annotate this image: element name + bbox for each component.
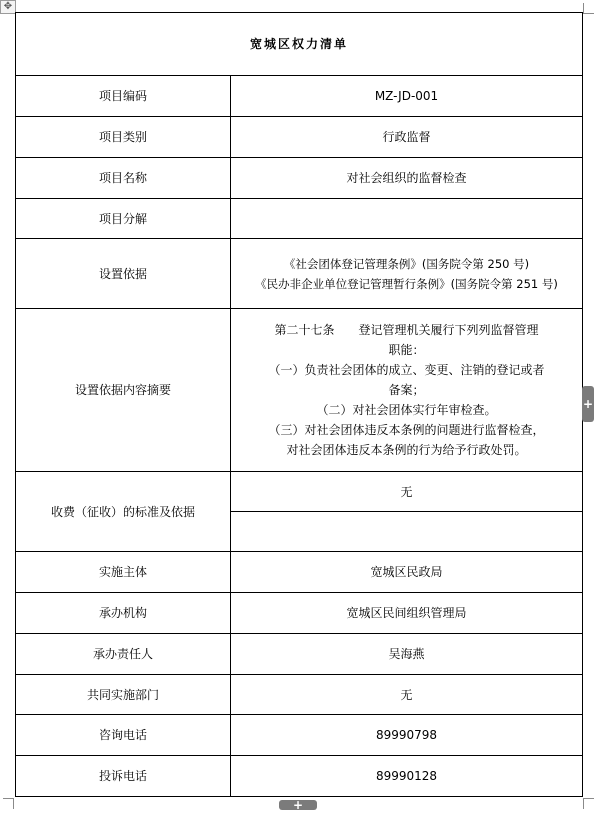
label-project-category: 项目类别 (16, 117, 231, 158)
value-complaint-phone: 89990128 (231, 756, 583, 797)
value-project-code: MZ-JD-001 (231, 76, 583, 117)
summary-line: （二）对社会团体实行年审检查。 (316, 403, 497, 417)
label-joint: 共同实施部门 (16, 675, 231, 715)
label-basis: 设置依据 (16, 239, 231, 309)
row-joint (16, 675, 583, 715)
row-project-category (16, 117, 583, 158)
summary-line: 职能： (388, 343, 425, 357)
value-agency: 宽城区民间组织管理局 (231, 593, 583, 634)
summary-line: 对社会团体违反本条例的行为给予行政处罚。 (286, 443, 527, 457)
value-joint: 无 (231, 675, 583, 715)
summary-line: 备案； (388, 383, 425, 397)
value-summary (231, 309, 583, 472)
row-consult-phone (16, 715, 583, 756)
value-project-category: 行政监督 (231, 117, 583, 158)
row-agency (16, 593, 583, 634)
summary-line: （一）负责社会团体的成立、变更、注销的登记或者 (268, 363, 545, 377)
value-project-breakdown (231, 199, 583, 239)
label-subject: 实施主体 (16, 552, 231, 593)
row-subject (16, 552, 583, 593)
power-list-table (15, 12, 583, 797)
table-title: 宽城区权力清单 (16, 13, 583, 76)
label-project-code: 项目编码 (16, 76, 231, 117)
row-fee-1 (16, 472, 583, 512)
label-complaint-phone: 投诉电话 (16, 756, 231, 797)
row-project-breakdown (16, 199, 583, 239)
value-fee-1: 无 (231, 472, 583, 512)
add-row-button[interactable]: + (279, 800, 317, 810)
value-subject: 宽城区民政局 (231, 552, 583, 593)
title-row (16, 13, 583, 76)
basis-line: 《民办非企业单位登记管理暂行条例》(国务院令第 251 号) (255, 276, 558, 291)
crop-mark-top-right (583, 3, 594, 14)
crop-mark-bottom-left (3, 798, 14, 809)
label-project-breakdown: 项目分解 (16, 199, 231, 239)
row-basis (16, 239, 583, 309)
summary-line: 第二十七条 登记管理机关履行下列列监督管理 (274, 323, 539, 337)
label-fee: 收费（征收）的标准及依据 (16, 472, 231, 552)
label-responsible: 承办责任人 (16, 634, 231, 675)
label-summary: 设置依据内容摘要 (16, 309, 231, 472)
row-project-name (16, 158, 583, 199)
summary-line: （三）对社会团体违反本条例的问题进行监督检查， (268, 423, 545, 437)
row-responsible (16, 634, 583, 675)
label-consult-phone: 咨询电话 (16, 715, 231, 756)
value-project-name: 对社会组织的监督检查 (231, 158, 583, 199)
label-project-name: 项目名称 (16, 158, 231, 199)
value-responsible: 吴海燕 (231, 634, 583, 675)
row-complaint-phone (16, 756, 583, 797)
value-fee-2 (231, 512, 583, 552)
row-project-code (16, 76, 583, 117)
value-consult-phone: 89990798 (231, 715, 583, 756)
basis-line: 《社会团体登记管理条例》(国务院令第 250 号) (283, 256, 530, 271)
row-summary (16, 309, 583, 472)
add-column-button[interactable]: + (582, 386, 594, 422)
label-agency: 承办机构 (16, 593, 231, 634)
crop-mark-bottom-right (583, 798, 594, 809)
value-basis (231, 239, 583, 309)
table-move-handle[interactable]: ✥ (0, 0, 16, 14)
